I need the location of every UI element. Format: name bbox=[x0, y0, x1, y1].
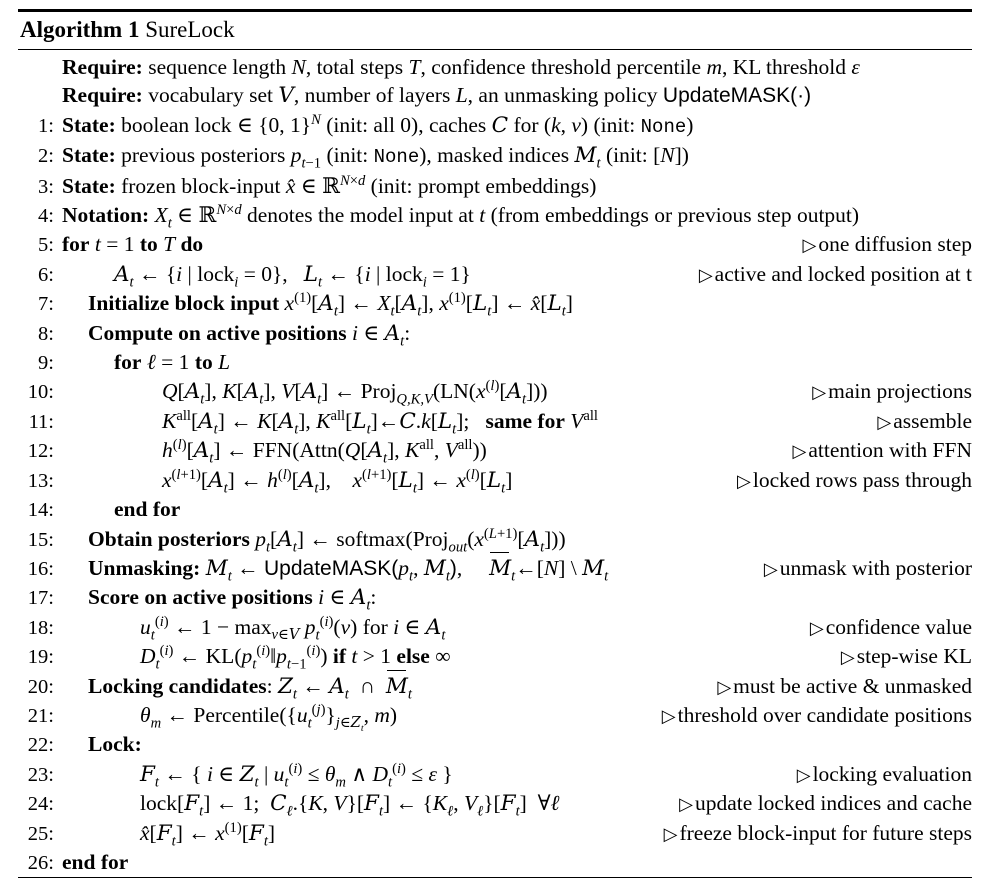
require-text-1a: sequence length bbox=[148, 55, 287, 79]
algorithm-line-19 bbox=[18, 642, 972, 671]
require-text-2b: , number of layers bbox=[293, 83, 451, 108]
ffn-token: FFN bbox=[252, 438, 293, 463]
comment-one-diffusion-step: ▷one diffusion step bbox=[802, 232, 972, 257]
require-line-1 bbox=[18, 53, 972, 81]
line3-text-a: frozen block-input bbox=[121, 173, 281, 198]
state-keyword: State: bbox=[62, 143, 116, 168]
initialize-block-input-keyword: Initialize block input bbox=[88, 291, 280, 316]
algorithm-line-10 bbox=[18, 377, 972, 406]
algorithm-label: Algorithm bbox=[20, 17, 123, 42]
algorithm-line-26 bbox=[18, 848, 972, 877]
unmasking-keyword: Unmasking: bbox=[88, 555, 201, 580]
algorithm-line-11 bbox=[18, 407, 972, 436]
algorithm-line-13 bbox=[18, 466, 972, 495]
comment-threshold-over: ▷threshold over candidate positions bbox=[661, 702, 972, 727]
line-number-23: 23: bbox=[27, 763, 54, 786]
comment-update-locked: ▷update locked indices and cache bbox=[679, 791, 972, 816]
line-content-4: Notation: $X_t$ ∈ ℝ$^{N\times d}$ denotes the model input at t (from embeddings or previous step output) bbox=[62, 201, 860, 232]
line-content-21: $\theta_m$ ← $Percentile(\{u_t^{(j)}\}_{j\in Z_t}$, m) ▷threshold over candidate positions bbox=[140, 701, 972, 735]
line-number-25: 25: bbox=[27, 822, 54, 845]
comment-text: must be active & unmasked bbox=[733, 673, 972, 698]
for-keyword: for bbox=[114, 350, 142, 375]
comment-main-projections: ▷main projections bbox=[812, 379, 972, 404]
algorithm-line-23 bbox=[18, 760, 972, 789]
line-content-11: $K^{all}[A_t]$ ← $K[A_t]$, $K^{all}[L_t]\leftarrow C.k[L_t]$; same for $V^{all}$ ▷assemble bbox=[162, 407, 972, 438]
algorithm-line-8 bbox=[18, 319, 972, 348]
line-number-2: 2: bbox=[38, 145, 54, 168]
algorithm-line-5 bbox=[18, 230, 972, 259]
algorithm-caption bbox=[18, 12, 972, 49]
comment-text: attention with FFN bbox=[808, 438, 972, 463]
comment-text: freeze block-input for future steps bbox=[679, 820, 972, 845]
line-content-13: $x^{(l+1)}[A_t]$ ← $h^{(l)}[A_t]$, $x^{(l+1)}[L_t]$ ← $x^{(l)}[L_t]$ ▷locked rows pass through bbox=[162, 466, 972, 496]
line-number-5: 5: bbox=[38, 234, 54, 257]
comment-text: step-wise KL bbox=[856, 644, 972, 669]
line1-text-d: (init: bbox=[593, 112, 636, 137]
to-keyword: to bbox=[194, 350, 213, 375]
line-content-7: Initialize block input $x^{(1)}[A_t]$ ← $X_t[A_t]$, $x^{(1)}[L_t]$ ← $x̂[L_t]$ bbox=[88, 290, 573, 320]
line3-text-b: (init: prompt embeddings) bbox=[370, 173, 597, 198]
line-content-10: $Q[A_t]$, $K[A_t]$, $V[A_t]$ ← $Proj_{Q,K,V}(LN(x^{(l)}[A_t]))$ ▷main projections bbox=[162, 378, 972, 408]
max-token: max bbox=[234, 614, 272, 639]
same-for-keyword: same for bbox=[485, 408, 565, 433]
require-text-1b: , total steps bbox=[305, 55, 404, 79]
line-number-17: 17: bbox=[27, 587, 54, 610]
algorithm-title: SureLock bbox=[145, 17, 235, 42]
end-for-keyword: end for bbox=[62, 849, 129, 874]
algorithm-line-4 bbox=[18, 201, 972, 230]
state-keyword: State: bbox=[62, 173, 116, 198]
lock-keyword: Lock: bbox=[88, 732, 142, 757]
line-content-26 bbox=[62, 848, 972, 876]
algorithm-line-2 bbox=[18, 141, 972, 171]
lock-fn-token: lock bbox=[140, 791, 178, 816]
line-content-9: for ℓ = 1 to L bbox=[114, 350, 231, 375]
comment-locking-evaluation: ▷locking evaluation bbox=[796, 761, 972, 786]
algorithm-line-17 bbox=[18, 583, 972, 612]
require-content-1: Require: sequence length N, total steps T, confidence threshold percentile m, KL threshold ε bbox=[62, 55, 860, 79]
line-content-3: State: frozen block-input x̂ ∈ ℝ$^{N\times d}$ (init: prompt embeddings) bbox=[62, 172, 597, 198]
line1-text-b: (init: all 0), caches bbox=[326, 112, 487, 137]
score-on-active-keyword: Score on active positions bbox=[88, 585, 313, 610]
line2-text-c: ), masked indices bbox=[419, 143, 570, 168]
algorithm-line-3 bbox=[18, 172, 972, 201]
algorithm-line-25 bbox=[18, 819, 972, 848]
kl-token: KL bbox=[205, 644, 235, 669]
attn-token: Attn bbox=[299, 438, 338, 463]
line-content-1: State: boolean lock ∈ {0, 1}$^N$ (init: all 0), caches C for (k, v) (init: None) bbox=[62, 111, 694, 138]
mbar-symbol: M bbox=[385, 673, 408, 699]
end-for-keyword: end for bbox=[114, 497, 181, 522]
all-sup: all bbox=[583, 407, 598, 424]
notation-keyword: Notation: bbox=[62, 203, 150, 228]
comment-active-locked: ▷active and locked position at t bbox=[698, 261, 972, 286]
comment-text: one diffusion step bbox=[818, 232, 972, 257]
algorithm-line-1 bbox=[18, 111, 972, 141]
all-sup: all bbox=[457, 437, 473, 454]
line-content-18: $u_t^{(i)}$ ← $1 - \max_{v\in V} p_t^{(i)}(v)$ for i ∈ $A_t$ ▷confidence value bbox=[140, 613, 972, 644]
require-text-1d: , KL threshold bbox=[722, 55, 847, 79]
line-number-22: 22: bbox=[27, 734, 54, 757]
percentile-token: Percentile bbox=[193, 702, 280, 727]
algorithm-block bbox=[18, 0, 972, 878]
do-keyword: do bbox=[180, 232, 204, 257]
line-number-13: 13: bbox=[27, 469, 54, 492]
algorithm-body bbox=[18, 50, 972, 877]
line-number-14: 14: bbox=[27, 499, 54, 522]
locking-candidates-keyword: Locking candidates bbox=[88, 673, 267, 698]
line-content-19: $D_t^{(i)}$ ← $KL(p_t^{(i)}‖p_{t-1}^{(i)})$ if t > 1 else ∞ ▷step-wise KL bbox=[140, 642, 972, 673]
algorithm-number: 1 bbox=[127, 17, 140, 42]
obtain-posteriors-keyword: Obtain posteriors bbox=[88, 526, 250, 551]
comment-text: confidence value bbox=[825, 614, 972, 639]
algorithm-line-24 bbox=[18, 789, 972, 818]
line-number-4: 4: bbox=[38, 205, 54, 228]
line4-text-a: denotes the model input at bbox=[247, 203, 474, 228]
none-token: None bbox=[373, 146, 420, 169]
for-keyword: for bbox=[62, 232, 90, 257]
line4-text-b: (from embeddings or previous step output) bbox=[490, 203, 860, 228]
comment-locked-rows: ▷locked rows pass through bbox=[737, 467, 972, 492]
line1-text-a: boolean lock bbox=[121, 112, 232, 137]
line-number-11: 11: bbox=[28, 410, 54, 433]
line-content-24: $lock[F_t]$ ← 1; $C_\ell.\{K$, $V\}[F_t]$ ← {$K_\ell$, $V_\ell\}[F_t]$ ∀ℓ ▷update locked indices and cache bbox=[140, 791, 972, 820]
line-number-21: 21: bbox=[27, 704, 54, 727]
line-content-16: Unmasking: $M_t$ ← $UpdateMASK(p_t$, $M_t$), $M_t\leftarrow[N]$ \ $M_t$ ▷unmask with posterior bbox=[88, 555, 972, 585]
algorithm-line-6 bbox=[18, 260, 972, 289]
algorithm-line-14 bbox=[18, 495, 972, 524]
line-content-22 bbox=[62, 730, 972, 758]
line-number-1: 1: bbox=[38, 114, 54, 137]
line-number-16: 16: bbox=[27, 557, 54, 580]
require-text-2c: , an unmasking policy bbox=[467, 83, 658, 108]
line-content-8: Compute on active positions i ∈ $A_t$: bbox=[88, 320, 411, 349]
proj-token: Proj bbox=[412, 526, 449, 551]
comment-assemble: ▷assemble bbox=[877, 408, 972, 433]
require-text-1c: , confidence threshold percentile bbox=[420, 55, 702, 79]
line-number-15: 15: bbox=[27, 528, 54, 551]
if-keyword: if bbox=[332, 644, 347, 669]
algorithm-line-15 bbox=[18, 525, 972, 554]
compute-on-active-keyword: Compute on active positions bbox=[88, 320, 347, 345]
comment-confidence-value: ▷confidence value bbox=[809, 614, 972, 639]
algorithm-line-7 bbox=[18, 289, 972, 318]
comment-text: update locked indices and cache bbox=[695, 791, 972, 816]
to-keyword: to bbox=[139, 232, 158, 257]
require-label-2: Require: bbox=[62, 83, 143, 108]
line-content-14 bbox=[62, 495, 972, 523]
line-content-25: $x̂[F_t]$ ← $x^{(1)}[F_t]$ ▷freeze block-input for future steps bbox=[140, 819, 972, 849]
algorithm-line-18 bbox=[18, 613, 972, 642]
ln-token: LN bbox=[440, 379, 469, 404]
line2-text-a: previous posteriors bbox=[121, 143, 286, 168]
algorithm-line-22 bbox=[18, 730, 972, 759]
line-number-9: 9: bbox=[38, 352, 54, 375]
comment-text: assemble bbox=[893, 408, 972, 433]
line-number-6: 6: bbox=[38, 263, 54, 286]
comment-stepwise-kl: ▷step-wise KL bbox=[840, 644, 972, 669]
line-number-20: 20: bbox=[27, 675, 54, 698]
algorithm-line-12 bbox=[18, 436, 972, 465]
mbar-symbol: M bbox=[489, 555, 512, 581]
all-sup: all bbox=[419, 437, 434, 454]
require-label-1: Require: bbox=[62, 55, 143, 79]
updatemask-token: UpdateMASK bbox=[264, 556, 392, 580]
state-keyword: State: bbox=[62, 112, 116, 137]
comment-must-be-active: ▷must be active & unmasked bbox=[717, 673, 972, 698]
softmax-token: softmax bbox=[336, 526, 406, 551]
line-number-19: 19: bbox=[27, 646, 54, 669]
comment-text: active and locked position at t bbox=[714, 261, 972, 286]
line-number-18: 18: bbox=[27, 616, 54, 639]
proj-token: Proj bbox=[360, 379, 397, 404]
require-text-2a: vocabulary set bbox=[148, 83, 273, 108]
algorithm-line-16 bbox=[18, 554, 972, 583]
line-number-26: 26: bbox=[27, 851, 54, 874]
line-content-12: $h^{(l)}[A_t]$ ← $FFN(Attn(Q[A_t]$, $K^{all}$, $V^{all}$)) ▷attention with FFN bbox=[162, 437, 972, 467]
for-text: for bbox=[362, 614, 388, 639]
line-content-2: State: previous posteriors $p_{t-1}$ (init: None), masked indices $M_t$ (init: [N]) bbox=[62, 143, 689, 172]
comment-text: unmask with posterior bbox=[779, 555, 972, 580]
line-number-10: 10: bbox=[27, 381, 54, 404]
line2-text-d: (init: bbox=[605, 143, 648, 168]
require-line-2 bbox=[18, 81, 972, 110]
line-number-3: 3: bbox=[38, 175, 54, 198]
line-number-7: 7: bbox=[38, 293, 54, 316]
comment-text: main projections bbox=[828, 379, 972, 404]
algorithm-line-20 bbox=[18, 672, 972, 701]
all-sup: all bbox=[176, 407, 191, 424]
line-number-12: 12: bbox=[27, 440, 54, 463]
line-content-6: $A_t$ ← {i | lock$_i$ = 0}, $L_t$ ← {i | lock$_i$ = 1} ▷active and locked position at t bbox=[114, 261, 972, 291]
algorithm-line-9 bbox=[18, 348, 972, 377]
line-content-17: Score on active positions i ∈ $A_t$: bbox=[88, 585, 377, 614]
else-keyword: else bbox=[396, 644, 430, 669]
comment-text: locking evaluation bbox=[812, 761, 972, 786]
line-content-23: $F_t$ ← { i ∈ $Z_t$ | $u_t^{(i)} \le \theta_m$ ∧ $D_t^{(i)} \le \varepsilon$ } ▷locking evaluation bbox=[140, 760, 972, 791]
line-content-20: Locking candidates: $Z_t$ ← $A_t$ ∩ $M_t$ ▷must be active & unmasked bbox=[88, 673, 972, 702]
require-content-2: Require: vocabulary set V, number of layers L, an unmasking policy UpdateMASK(·) bbox=[62, 83, 812, 109]
comment-unmask-posterior: ▷unmask with posterior bbox=[763, 555, 972, 580]
line-number-8: 8: bbox=[38, 322, 54, 345]
comment-freeze-block: ▷freeze block-input for future steps bbox=[663, 820, 972, 845]
comment-text: locked rows pass through bbox=[752, 467, 972, 492]
comment-text: threshold over candidate positions bbox=[677, 702, 972, 727]
line1-text-c: for bbox=[513, 112, 539, 137]
line2-text-b: (init: bbox=[326, 143, 369, 168]
all-sup: all bbox=[330, 407, 346, 424]
none-token: None bbox=[640, 115, 687, 138]
line-content-15: Obtain posteriors $p_t[A_t]$ ← $softmax(Proj_{out}(x^{(L+1)}[A_t]))$ bbox=[88, 525, 566, 555]
line-content-5: for t = 1 to T do ▷one diffusion step bbox=[62, 230, 972, 259]
comment-attention-ffn: ▷attention with FFN bbox=[792, 438, 972, 463]
updatemask-token: UpdateMASK bbox=[662, 84, 791, 108]
algorithm-line-21 bbox=[18, 701, 972, 735]
line-number-24: 24: bbox=[27, 793, 54, 816]
